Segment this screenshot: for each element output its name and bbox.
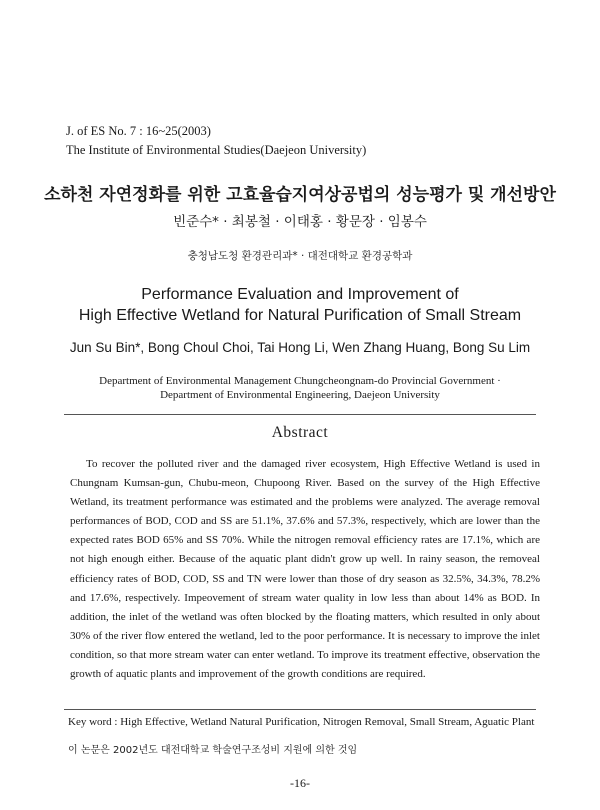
journal-institute: The Institute of Environmental Studies(Daejeon University) (66, 143, 367, 157)
abstract-body: To recover the polluted river and the damaged river ecosystem, High Effective Wetland is used in Chungnam Kumsan-gun, Chubu-meon, Chupoong River. Based on the survey of the High Effective Wetland, its treatment performance was estimated and the problems were analyzed. The average removal performances of BOD, COD and SS are 51.1%, 37.6% and 57.3%, respectively, which are lower than the expected rates BOD 65% and SS 70%. While the nitrogen removal efficiency rates are 17.1%, which are not high enough either. Because of the aquatic plant didn't grow up well. In rainy season, the removeal efficiency rates of BOD, COD, SS and TN were lower than those of dry season as 32.5%, 34.3%, 78.2% and 17.6%, respectively. Impeovement of stream water quality in low less than about 14% as BOD. In addition, the inlet of the wetland was often blocked by the floating matters, which resulted in only about 30% of the river flow entered the wetland, led to the poor performance. It is necessary to improve the inlet condition, so that more stream water can enter wetland. To improve its treatment effective, observation the growth of aquatic plants and improvement of the growth conditions are required. (70, 458, 540, 681)
english-authors: Jun Su Bin*, Bong Choul Choi, Tai Hong Li, Wen Zhang Huang, Bong Su Lim (69, 340, 531, 355)
korean-authors: 빈준수* · 최봉철 · 이태홍 · 황문장 · 임봉수 (173, 214, 427, 230)
english-affiliation-line2: Department of Environmental Engineering, Daejeon University (160, 389, 440, 401)
journal-citation: J. of ES No. 7 : 16~25(2003) (66, 124, 211, 138)
english-title-line1: Performance Evaluation and Improvement of (141, 286, 459, 303)
keyword-rule (64, 709, 536, 710)
korean-affiliation: 충청남도청 환경관리과* · 대전대학교 환경공학과 (187, 250, 413, 262)
abstract-heading: Abstract (271, 424, 329, 441)
english-title (0, 284, 600, 326)
journal-info (66, 122, 366, 160)
page-number: -16- (290, 776, 310, 790)
funding-note: 이 논문은 2002년도 대전대학교 학술연구조성비 지원에 의한 것임 (68, 745, 358, 756)
english-affiliation-line1: Department of Environmental Management Chungcheongnam-do Provincial Government · (99, 375, 501, 387)
english-title-line2: High Effective Wetland for Natural Purification of Small Stream (78, 307, 522, 324)
korean-title: 소하천 자연정화를 위한 고효율습지여상공법의 성능평가 및 개선방안 (44, 185, 556, 205)
english-affiliation (0, 374, 600, 402)
abstract-top-rule (64, 414, 536, 415)
keyword-line: Key word : High Effective, Wetland Natural Purification, Nitrogen Removal, Small Stream, Aguatic Plant (68, 716, 535, 728)
